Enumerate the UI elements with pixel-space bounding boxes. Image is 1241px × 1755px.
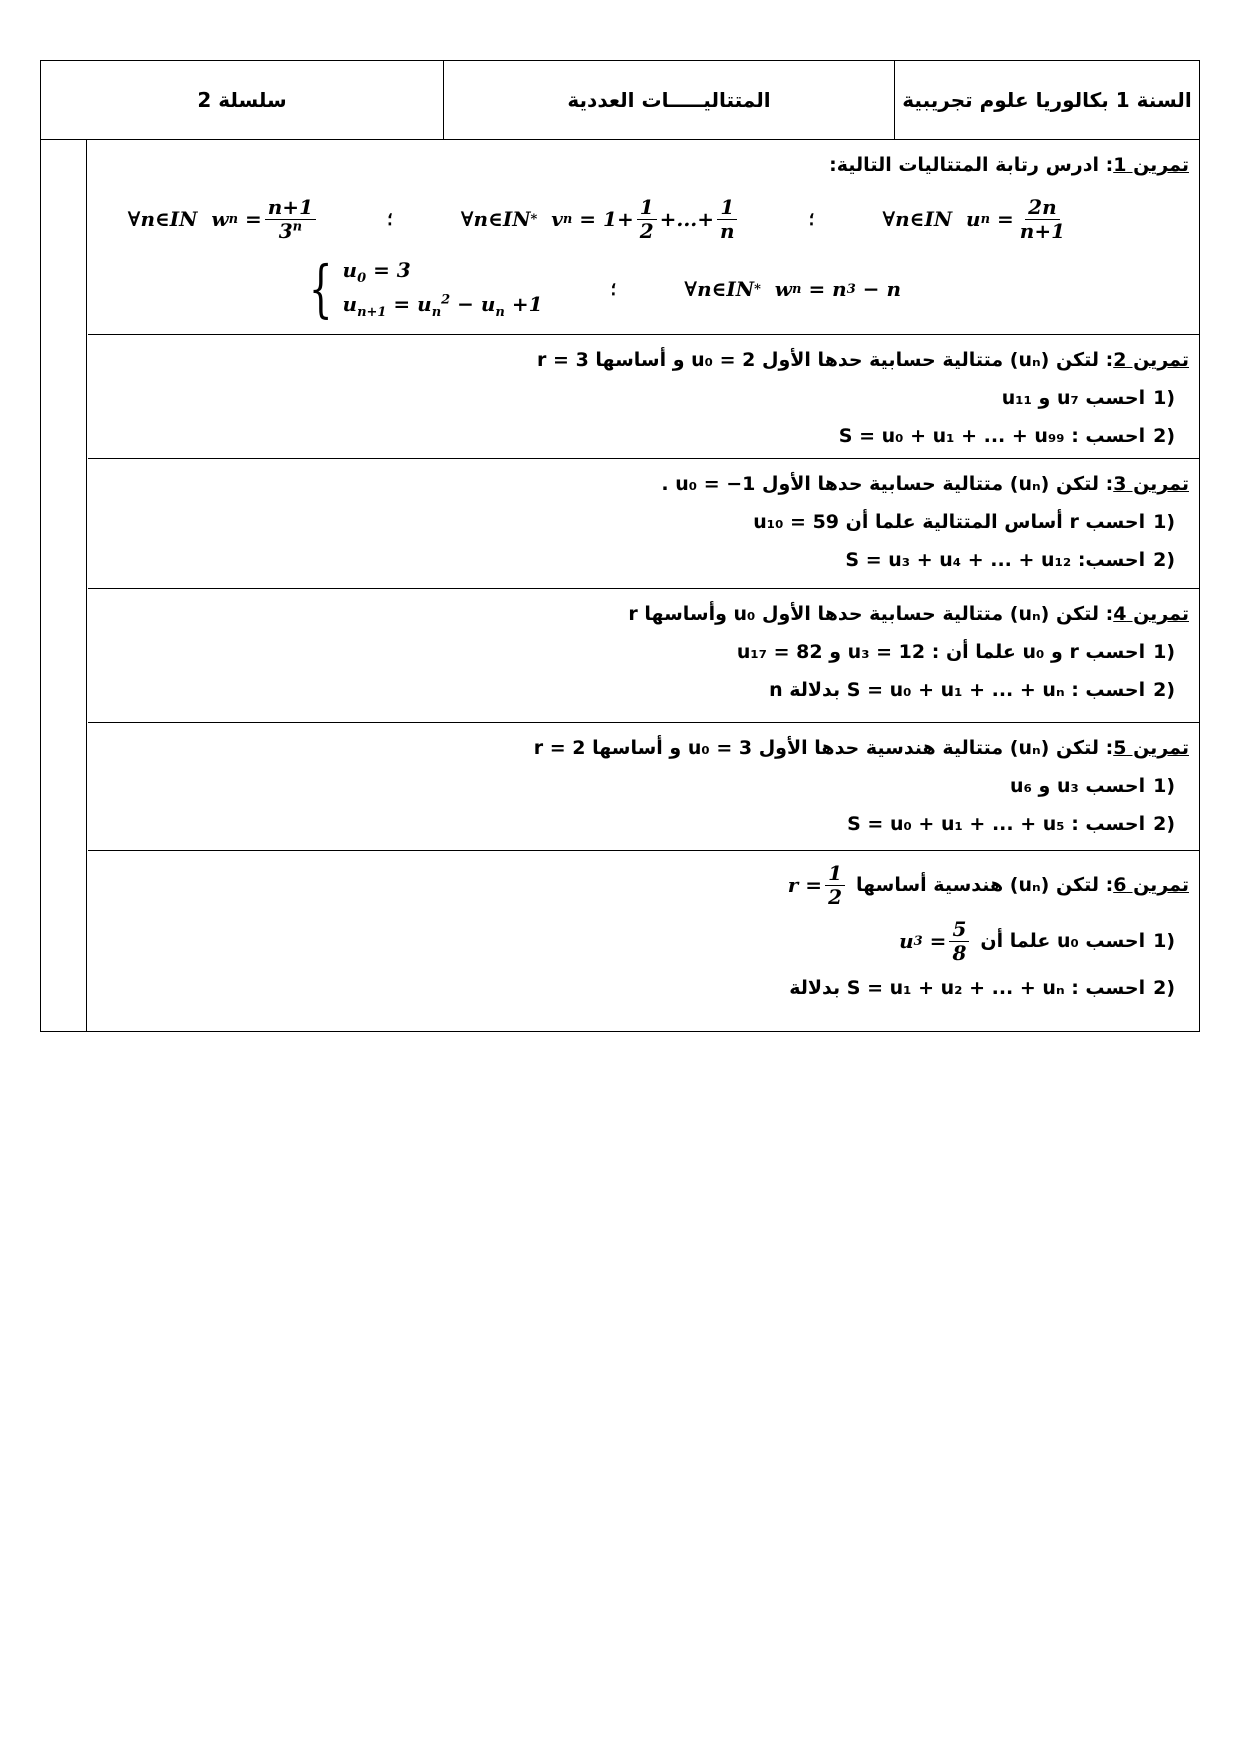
exercise-6 — [88, 851, 1199, 1031]
u-definition: ∀n∈IN u n = $\frac{2n}{n+1}$ — [882, 194, 1065, 243]
exercise-2-question-1: احسب u₇ و u₁₁ — [1001, 387, 1146, 409]
header-table — [40, 60, 1200, 140]
exercise-4-question-1: احسب r و u₀ علما أن : u₃ = 12 و u₁₇ = 82 — [736, 641, 1146, 663]
exercise-2 — [88, 335, 1199, 459]
v-definition: ∀n∈IN * v n = 1+ $\frac{1}{2}$ +...+ $\frac{1}{n}$ — [461, 196, 741, 243]
exercise-1-definitions-row1 — [98, 184, 1189, 254]
exercise-5-intro: : لتكن (uₙ) متتالية هندسية حدها الأول u₀ = 3 و أساسها r = 2 — [533, 737, 1114, 759]
exercise-3-question-1: احسب r أساس المتتالية علما أن u₁₀ = 59 — [753, 511, 1146, 533]
question-number: 2) — [1153, 549, 1175, 571]
ratio-value: r = $\frac{1}{2}$ — [788, 862, 848, 909]
exercise-5-question-1: احسب u₃ و u₆ — [1010, 775, 1146, 797]
recursive-system: { $u_0 = 3$ $u_{n+1} = u_n^2 - u_n +1$ — [308, 252, 543, 325]
exercise-3-intro: : لتكن (uₙ) متتالية حسابية حدها الأول u₀ = −1 . — [661, 473, 1114, 495]
exercise-1-text: : ادرس رتابة المتتاليات التالية: — [829, 154, 1114, 176]
series-label: سلسلة 2 — [41, 61, 444, 140]
worksheet — [40, 60, 1200, 1032]
exercise-3-question-2: احسب: S = u₃ + u₄ + ... + u₁₂ — [845, 549, 1146, 571]
question-number: 1) — [1153, 775, 1175, 797]
question-number: 2) — [1153, 425, 1175, 447]
exercise-6-intro: : لتكن (uₙ) هندسية أساسها — [855, 874, 1114, 896]
margin-line — [86, 140, 87, 1031]
exercise-5-question-2: احسب : S = u₀ + u₁ + ... + u₅ — [847, 813, 1146, 835]
exercise-2-question-2: احسب : S = u₀ + u₁ + ... + u₉₉ — [838, 425, 1146, 447]
separator: ؛ — [386, 208, 393, 230]
question-number: 1) — [1153, 511, 1175, 533]
exercise-5-label: تمرين 5 — [1113, 737, 1189, 759]
exercise-3-label: تمرين 3 — [1113, 473, 1189, 495]
class-level: السنة 1 بكالوريا علوم تجريبية — [895, 61, 1200, 140]
exercise-3 — [88, 459, 1199, 589]
exercise-1-definitions-row2 — [98, 254, 1189, 324]
separator: ؛ — [610, 278, 617, 300]
exercise-2-label: تمرين 2 — [1113, 349, 1189, 371]
question-number: 1) — [1153, 387, 1175, 409]
separator: ؛ — [808, 208, 815, 230]
exercise-4-label: تمرين 4 — [1113, 603, 1189, 625]
exercise-1-label: تمرين 1 — [1113, 154, 1189, 176]
topic-title: المتتاليـــــات العددية — [444, 61, 895, 140]
exercise-6-question-2: احسب : S = u₁ + u₂ + ... + uₙ بدلالة — [789, 977, 1146, 999]
exercise-1 — [88, 140, 1199, 335]
exercise-4-question-2: احسب : S = u₀ + u₁ + ... + uₙ بدلالة n — [769, 679, 1146, 701]
question-number: 2) — [1153, 977, 1175, 999]
w-definition: ∀n∈IN w n = $\frac{n+1}{3^n}$ — [128, 196, 319, 243]
exercise-2-intro: : لتكن (uₙ) متتالية حسابية حدها الأول u₀ = 2 و أساسها r = 3 — [537, 349, 1114, 371]
question-number: 1) — [1153, 930, 1175, 952]
question-number: 2) — [1153, 679, 1175, 701]
exercise-6-question-1: احسب u₀ علما أن — [980, 930, 1146, 952]
u3-value: u 3 = $\frac{5}{8}$ — [899, 918, 972, 965]
exercise-6-label: تمرين 6 — [1113, 874, 1189, 896]
question-number: 1) — [1153, 641, 1175, 663]
question-number: 2) — [1153, 813, 1175, 835]
exercises-body — [40, 140, 1200, 1032]
w-cubic-definition: ∀n∈IN * w n = n 3 − n — [684, 277, 901, 301]
exercise-4-intro: : لتكن (uₙ) متتالية حسابية حدها الأول u₀ وأساسها r — [628, 603, 1114, 625]
exercise-5 — [88, 723, 1199, 851]
exercise-4 — [88, 589, 1199, 723]
